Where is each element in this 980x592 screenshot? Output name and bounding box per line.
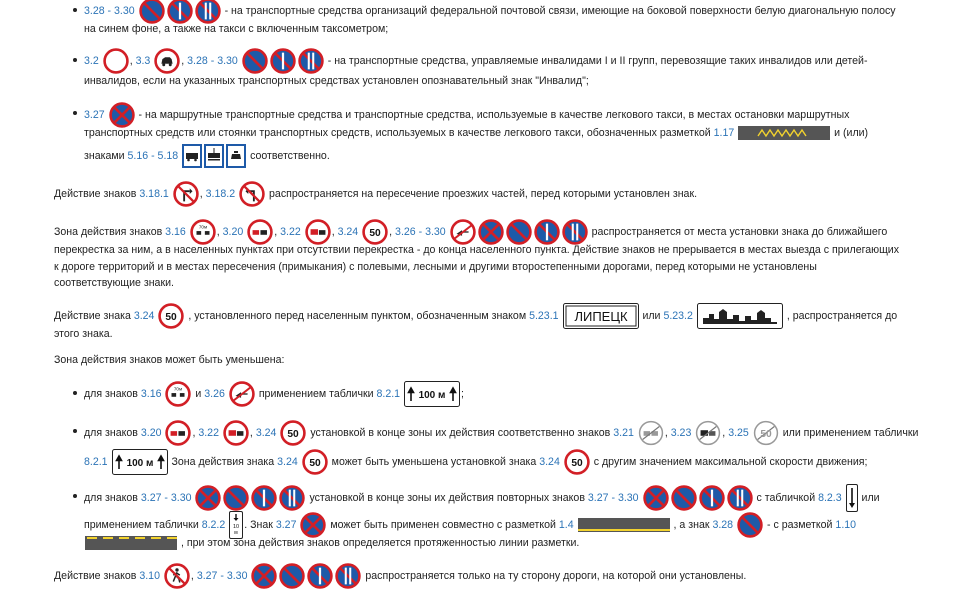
bullet6-text5: применением таблички xyxy=(84,518,199,531)
city-name-text: ЛИПЕЦК xyxy=(573,309,628,324)
link-3-16[interactable]: 3.16 xyxy=(165,225,186,238)
bullet5-text6: с другим значением максимальной скорости движения; xyxy=(593,455,868,468)
link-3-16[interactable]: 3.16 xyxy=(140,387,162,400)
bullet6-line1 xyxy=(84,484,880,512)
link-3-27[interactable]: 3.27 xyxy=(84,108,105,121)
link-3-20[interactable]: 3.20 xyxy=(222,225,244,238)
bullet5-text5: может быть уменьшена установкой знака xyxy=(331,455,537,468)
link-5-23-2[interactable]: 5.23.2 xyxy=(663,309,693,322)
link-8-2-3[interactable]: 8.2.3 xyxy=(818,491,842,504)
link-3-22[interactable]: 3.22 xyxy=(280,225,301,238)
end-speed-limit-value: 50 xyxy=(760,429,772,441)
para2-line3: к дороге территорий и в местах пересечения (примыкания) с полевыми, лесными и другими второстепенными дорогами, перед которыми не установлены xyxy=(54,261,817,273)
speed-limit-value: 50 xyxy=(571,458,583,470)
link-3-2[interactable]: 3.2 xyxy=(84,54,99,67)
link-3-22[interactable]: 3.22 xyxy=(198,426,219,439)
link-5-16-5-18[interactable]: 5.16 - 5.18 xyxy=(127,149,179,162)
bullet6-text2: установкой в конце зоны их действия повторных знаков xyxy=(309,491,585,504)
link-8-2-1[interactable]: 8.2.1 xyxy=(376,387,401,400)
link-3-23[interactable]: 3.23 xyxy=(670,426,692,439)
bullet3-line2 xyxy=(84,123,868,144)
link-1-10[interactable]: 1.10 xyxy=(835,518,857,531)
marking-1-10-yellow-dashed-icon xyxy=(85,536,177,550)
bullet3-text3b: соответственно. xyxy=(250,149,330,162)
bullet3-line3 xyxy=(84,144,330,168)
taxi-stand-sign-icon xyxy=(226,144,246,168)
no-parking-odd-days-sign-icon xyxy=(251,485,277,511)
bullet-marker xyxy=(73,391,77,395)
no-parking-sign-icon xyxy=(223,485,249,511)
no-right-turn-sign-icon xyxy=(173,181,199,207)
para3-text4: , распространяется до xyxy=(786,309,898,322)
link-3-24[interactable]: 3.24 xyxy=(133,309,155,322)
bullet1-text1: - на транспортные средства организаций федеральной почтовой связи, имеющие на боковой поверхности белую диагональную полосу xyxy=(224,4,896,17)
para3-text3: или xyxy=(642,309,661,322)
para5-text2: распространяется только на ту сторону дороги, на которой они установлены. xyxy=(365,569,747,582)
link-3-10[interactable]: 3.10 xyxy=(139,569,160,582)
bullet6-line2: применением таблички 8.2.2 10 м . Знак 3.27 может быть применен совместно с разметкой 1.4 , а знак 3.28 - с разметкой 1.10 xyxy=(84,511,856,539)
bullet3-text1: - на маршрутные транспортные средства и транспортные средства, используемые в качестве легкового такси, в местах остановки маршрутных xyxy=(138,108,850,121)
no-parking-sign-icon xyxy=(671,485,697,511)
bullet-marker xyxy=(73,8,77,12)
bullet-marker xyxy=(73,429,77,433)
link-8-2-1[interactable]: 8.2.1 xyxy=(84,455,108,468)
link-3-28-3-30[interactable]: 3.28 - 3.30 xyxy=(187,54,238,67)
link-3-24[interactable]: 3.24 xyxy=(255,426,277,439)
para5: Действие знаков 3.10 , 3.27 - 3.30 распространяется только на ту сторону дороги, на которой они установлены. xyxy=(54,563,746,589)
distance-plate-text: 100 м xyxy=(126,458,153,469)
bus-stop-sign-icon xyxy=(182,144,202,168)
link-3-18-1[interactable]: 3.18.1 xyxy=(139,187,169,200)
speed-limit-sign-icon xyxy=(280,420,306,446)
link-3-24[interactable]: 3.24 xyxy=(337,225,359,238)
link-3-27-3-30[interactable]: 3.27 - 3.30 xyxy=(196,569,248,582)
bullet5-text1: для знаков xyxy=(84,426,138,439)
marking-1-17-zigzag-icon xyxy=(738,126,830,140)
no-pedestrians-sign-icon xyxy=(164,563,190,589)
link-3-25[interactable]: 3.25 xyxy=(728,426,749,439)
city-name-sign-icon xyxy=(563,303,639,329)
bullet5-line2 xyxy=(84,449,867,475)
para2-line2: перекрестка за ним, а в населенных пунктах при отсутствии перекрестка - до конца населенного пункта. Действие знаков не прерывается в местах выезда с прилегающих xyxy=(54,244,900,256)
no-parking-even-days-sign-icon xyxy=(279,485,305,511)
bullet6-text10: , при этом зона действия знаков определяется протяженностью линии разметки. xyxy=(180,537,580,549)
speed-limit-value: 50 xyxy=(287,429,300,441)
bullet6-text8: , а знак xyxy=(673,518,710,531)
link-3-27-3-30[interactable]: 3.27 - 3.30 xyxy=(587,491,639,504)
distance-plate-icon xyxy=(404,381,460,407)
no-parking-even-days-sign-icon xyxy=(335,563,361,589)
bullet-marker xyxy=(73,111,77,115)
bullet6-text4: или xyxy=(861,491,880,504)
bullet-marker xyxy=(73,58,77,62)
para1-text1: Действие знаков xyxy=(54,187,137,200)
no-stopping-sign-icon xyxy=(643,485,669,511)
bullet2-line2: инвалидов, если на указанных транспортных средствах установлен опознавательный знак "Инвалид"; xyxy=(84,75,589,87)
para2-line1: Зона действия знаков 3.16 , 3.20 , 3.22 , 3.24 50 , 3.26 - 3.30 распространяется от места установки знака до ближайшего xyxy=(54,219,887,245)
zone-plate-value: 10 xyxy=(233,524,240,530)
no-horn-sign-icon xyxy=(229,381,255,407)
link-3-18-2[interactable]: 3.18.2 xyxy=(205,187,236,200)
bullet4-text2: и xyxy=(195,387,202,400)
bullet5-text3: или применением таблички xyxy=(782,426,919,439)
no-parking-odd-days-sign-icon xyxy=(699,485,725,511)
bullet-marker xyxy=(73,494,77,498)
tram-stop-sign-icon xyxy=(204,144,224,168)
para3-line1 xyxy=(54,303,897,329)
para1-text2: распространяется на пересечение проезжих частей, перед которыми установлен знак. xyxy=(269,187,698,200)
bullet3-text3a: знаками xyxy=(84,149,125,162)
para2-text2: распространяется от места установки знака до ближайшего xyxy=(591,225,888,238)
bullet6-text3: с табличкой xyxy=(756,491,816,504)
link-3-24[interactable]: 3.24 xyxy=(277,455,298,468)
no-left-turn-sign-icon xyxy=(239,181,265,207)
para5-text1: Действие знаков xyxy=(54,569,137,582)
para3-line2: этого знака. xyxy=(54,328,113,340)
link-1-4[interactable]: 1.4 xyxy=(558,518,574,531)
bullet2-text1: - на транспортные средства, управляемые инвалидами I и II групп, перевозящие таких инвалидов или детей- xyxy=(327,54,868,67)
zone-plate-unit: м xyxy=(234,530,238,536)
end-no-overtaking-sign-icon xyxy=(638,420,664,446)
para1: Действие знаков 3.18.1 , 3.18.2 распространяется на пересечение проезжих частей, перед которыми установлен знак. xyxy=(54,181,697,207)
no-parking-sign-icon xyxy=(737,512,763,538)
para3-text2: , установленного перед населенным пунктом, обозначенным знаком xyxy=(188,309,527,322)
min-distance-sign-icon xyxy=(165,381,191,407)
bullet5-text4: Зона действия знака xyxy=(171,455,275,468)
bullet6-text1: для знаков xyxy=(84,491,138,504)
bullet4-text3: применением таблички xyxy=(258,387,374,400)
link-3-26-3-30[interactable]: 3.26 - 3.30 xyxy=(395,225,446,238)
link-1-17[interactable]: 1.17 xyxy=(713,127,735,139)
link-8-2-2[interactable]: 8.2.2 xyxy=(201,518,226,531)
no-overtaking-sign-icon xyxy=(165,420,191,446)
no-stopping-sign-icon xyxy=(251,563,277,589)
speed-limit-value: 50 xyxy=(309,458,321,470)
zone-end-plate-icon xyxy=(846,484,858,512)
speed-limit-sign-icon xyxy=(564,449,590,475)
bullet6-text6: Знак xyxy=(250,518,273,531)
speed-limit-sign-icon xyxy=(302,449,328,475)
no-parking-sign-icon xyxy=(279,563,305,589)
bullet2-line1: 3.2 , 3.3 , 3.28 - 3.30 - на транспортные средства, управляемые инвалидами I и II групп, перевозящие таких инвалидов или детей- xyxy=(84,48,868,74)
para2-text1: Зона действия знаков xyxy=(54,225,163,238)
bullet6-text9: - с разметкой xyxy=(766,518,833,531)
link-3-28-3-30[interactable]: 3.28 - 3.30 xyxy=(84,4,135,17)
bullet6-text7: может быть применен совместно с разметкой xyxy=(330,518,556,531)
bullet3-text2b: и (или) xyxy=(834,127,869,139)
end-speed-limit-sign-icon xyxy=(753,420,779,446)
para3-text1: Действие знака xyxy=(54,309,131,322)
no-parking-even-days-sign-icon xyxy=(727,485,753,511)
distance-plate-text: 100 м xyxy=(418,390,446,401)
marking-1-4-yellow-line-icon xyxy=(578,518,670,532)
para4: Зона действия знаков может быть уменьшена: xyxy=(54,354,285,366)
speed-limit-sign-icon xyxy=(158,303,184,329)
link-3-3[interactable]: 3.3 xyxy=(135,54,151,67)
speed-limit-value: 50 xyxy=(369,228,381,240)
link-3-20[interactable]: 3.20 xyxy=(140,426,162,439)
link-3-24[interactable]: 3.24 xyxy=(539,455,560,468)
link-3-28[interactable]: 3.28 xyxy=(712,518,734,531)
distance-plate-icon xyxy=(112,449,168,475)
bullet5-line1: для знаков 3.20 , 3.22 , 3.24 50 установкой в конце зоны их действия соответственно знаков 3.21 , 3.23 , 3.25 50 или применением таблички xyxy=(84,420,918,446)
bullet6-line3 xyxy=(84,533,579,554)
link-3-26[interactable]: 3.26 xyxy=(204,387,225,400)
para2-line4: соответствующие знаки. xyxy=(54,277,174,289)
bullet3-text2a: транспортных средств или стоянки транспортных средств, используемых в качестве легкового такси, обозначенных разметкой xyxy=(84,127,711,139)
bullet4: для знаков 3.16 и 3.26 применением таблички 8.2.1 100 м ; xyxy=(84,381,464,407)
link-3-27[interactable]: 3.27 xyxy=(275,518,297,531)
no-overtaking-trucks-sign-icon xyxy=(223,420,249,446)
no-stopping-sign-icon xyxy=(195,485,221,511)
no-parking-odd-days-sign-icon xyxy=(307,563,333,589)
settlement-silhouette-sign-icon xyxy=(697,303,783,329)
link-3-21[interactable]: 3.21 xyxy=(613,426,634,439)
link-3-27-3-30[interactable]: 3.27 - 3.30 xyxy=(140,491,192,504)
speed-limit-value: 50 xyxy=(165,312,178,324)
bullet5-text2: установкой в конце зоны их действия соответственно знаков xyxy=(310,426,611,439)
link-5-23-1[interactable]: 5.23.1 xyxy=(529,309,559,322)
bullet1-line2: на синем фоне, а также на такси с включенным таксометром; xyxy=(84,23,389,35)
end-no-overtaking-trucks-sign-icon xyxy=(695,420,721,446)
bullet4-text1: для знаков xyxy=(84,387,138,400)
